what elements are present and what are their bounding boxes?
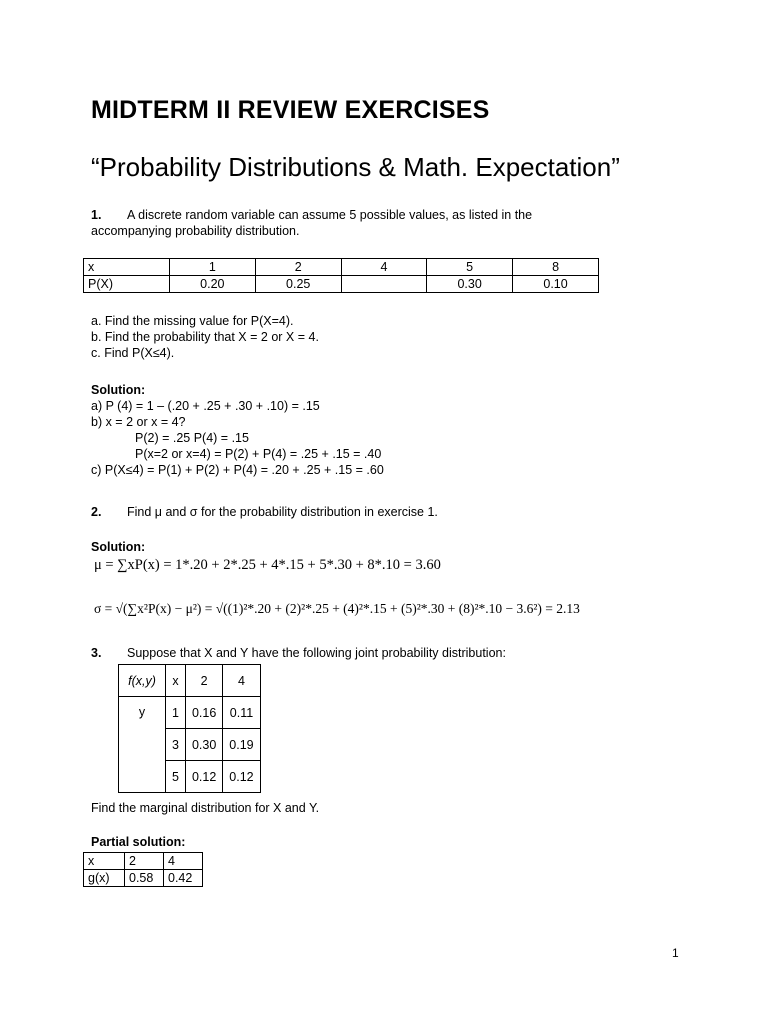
exercise-number: 1. bbox=[91, 208, 102, 222]
exercise-3-question: Find the marginal distribution for X and Y. bbox=[91, 801, 320, 815]
exercise-1-solution bbox=[91, 382, 384, 478]
exercise-3-text: Suppose that X and Y have the following joint probability distribution: bbox=[127, 646, 506, 660]
table-cell: 5 bbox=[166, 761, 186, 793]
table-cell: 2 bbox=[255, 259, 341, 276]
table-row bbox=[84, 853, 203, 870]
table-cell: 0.42 bbox=[164, 870, 203, 887]
table-cell: 8 bbox=[513, 259, 599, 276]
solution-label: Solution: bbox=[91, 540, 146, 554]
exercise-1-prompt bbox=[91, 207, 691, 239]
question-c: c. Find P(X≤4). bbox=[91, 346, 175, 360]
table-row bbox=[84, 259, 599, 276]
page-number: 1 bbox=[672, 946, 679, 960]
marginal-distribution-table bbox=[83, 852, 203, 887]
solution-label: Solution: bbox=[91, 383, 146, 397]
table-cell: 0.20 bbox=[169, 276, 255, 293]
table-cell: 4 bbox=[341, 259, 427, 276]
solution-line: P(2) = .25 P(4) = .15 bbox=[135, 431, 249, 445]
table-cell: 4 bbox=[164, 853, 203, 870]
solution-line: P(x=2 or x=4) = P(2) + P(4) = .25 + .15 = .40 bbox=[135, 447, 382, 461]
table-cell: 0.12 bbox=[223, 761, 260, 793]
table-cell: 3 bbox=[166, 729, 186, 761]
table-cell: 0.30 bbox=[427, 276, 513, 293]
table-cell: 0.19 bbox=[223, 729, 260, 761]
mean-formula: μ = ∑xP(x) = 1*.20 + 2*.25 + 4*.15 + 5*.30 + 8*.10 = 3.60 bbox=[94, 557, 441, 573]
table-cell: 5 bbox=[427, 259, 513, 276]
exercise-number: 2. bbox=[91, 505, 102, 519]
exercise-number: 3. bbox=[91, 646, 102, 660]
exercise-1-questions bbox=[91, 313, 319, 361]
table-cell: x bbox=[84, 853, 125, 870]
table-cell: 0.10 bbox=[513, 276, 599, 293]
table-cell: g(x) bbox=[84, 870, 125, 887]
table-cell: 0.12 bbox=[185, 761, 222, 793]
table-cell bbox=[341, 276, 427, 293]
solution-line: c) P(X≤4) = P(1) + P(2) + P(4) = .20 + .25 + .15 = .60 bbox=[91, 463, 384, 477]
table-cell: 2 bbox=[125, 853, 164, 870]
table-cell: 0.11 bbox=[223, 697, 260, 729]
table-cell: 0.16 bbox=[185, 697, 222, 729]
partial-solution-label: Partial solution: bbox=[91, 835, 186, 849]
exercise-1-text-line1: A discrete random variable can assume 5 possible values, as listed in the bbox=[127, 208, 533, 222]
table-cell: f(x,y) bbox=[119, 665, 166, 697]
solution-line: b) x = 2 or x = 4? bbox=[91, 415, 186, 429]
table-row bbox=[119, 697, 261, 729]
page-subtitle: “Probability Distributions & Math. Expectation” bbox=[91, 152, 620, 182]
table-row bbox=[119, 665, 261, 697]
probability-distribution-table bbox=[83, 258, 599, 293]
question-b: b. Find the probability that X = 2 or X = 4. bbox=[91, 330, 319, 344]
exercise-1-text-line2: accompanying probability distribution. bbox=[91, 224, 300, 238]
exercise-2-text: Find μ and σ for the probability distribution in exercise 1. bbox=[127, 505, 438, 519]
table-cell: y bbox=[119, 697, 166, 793]
joint-distribution-table bbox=[118, 664, 261, 793]
table-cell: 1 bbox=[166, 697, 186, 729]
table-cell: x bbox=[84, 259, 170, 276]
table-cell: 0.25 bbox=[255, 276, 341, 293]
table-cell: x bbox=[166, 665, 186, 697]
table-cell: 0.58 bbox=[125, 870, 164, 887]
table-cell: 0.30 bbox=[185, 729, 222, 761]
table-row bbox=[84, 276, 599, 293]
exercise-3-prompt bbox=[91, 645, 506, 661]
solution-line: a) P (4) = 1 – (.20 + .25 + .30 + .10) = .15 bbox=[91, 399, 320, 413]
table-row bbox=[84, 870, 203, 887]
table-cell: 1 bbox=[169, 259, 255, 276]
std-dev-formula: σ = √(∑x²P(x) − μ²) = √((1)²*.20 + (2)²*.25 + (4)²*.15 + (5)²*.30 + (8)²*.10 − 3.6²) = 2.13 bbox=[94, 601, 580, 616]
table-cell: 2 bbox=[185, 665, 222, 697]
table-cell: P(X) bbox=[84, 276, 170, 293]
table-cell: 4 bbox=[223, 665, 260, 697]
page-title: MIDTERM II REVIEW EXERCISES bbox=[91, 96, 490, 124]
exercise-2-prompt bbox=[91, 504, 438, 520]
question-a: a. Find the missing value for P(X=4). bbox=[91, 314, 294, 328]
